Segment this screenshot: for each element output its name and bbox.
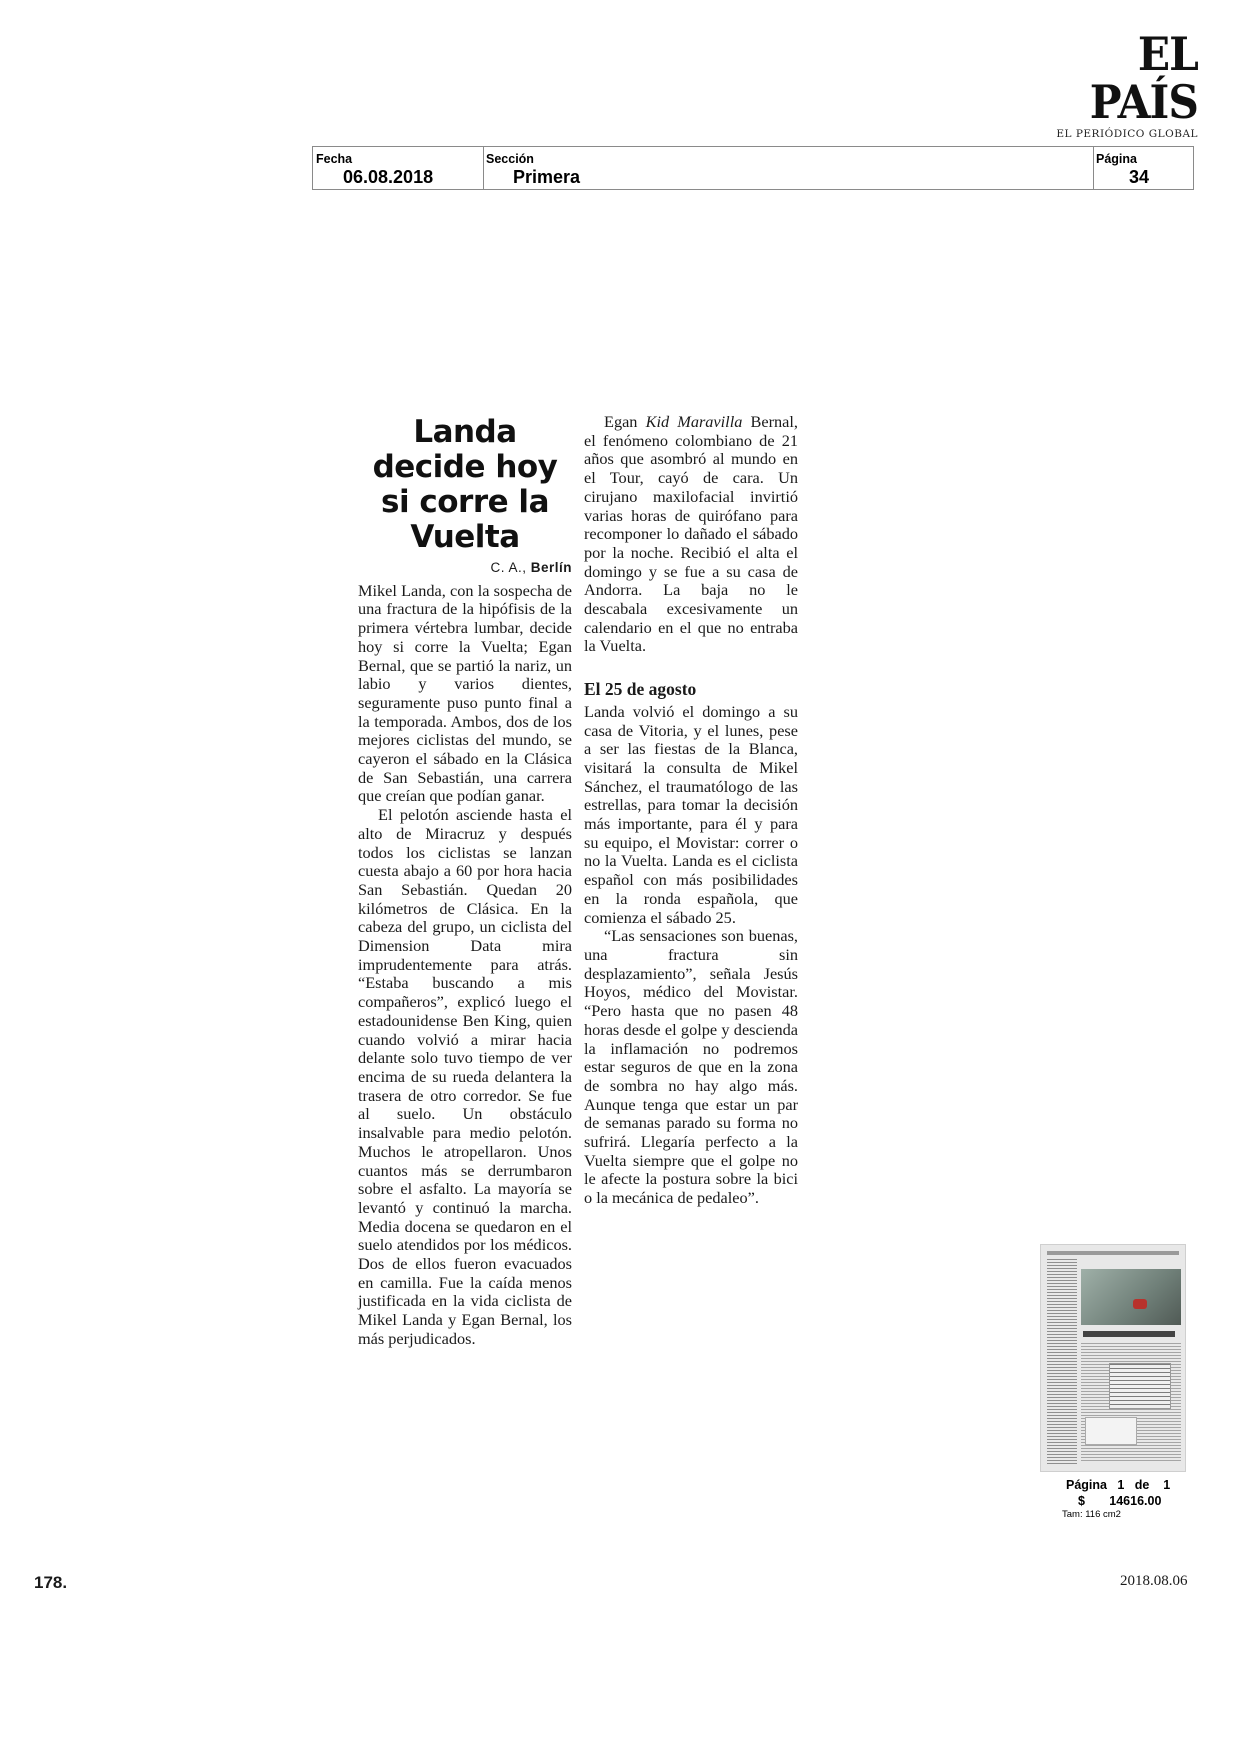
meta-fecha-value: 06.08.2018 [343,167,434,187]
footer-item-number: 178. [34,1573,68,1592]
newspaper-tagline: EL PERIÓDICO GLOBAL [1056,128,1198,140]
meta-pagina-label: Página [1096,152,1137,166]
article-column-1 [358,413,572,1349]
page-value-currency: $ [1078,1494,1085,1508]
paragraph-3-nickname: Kid Maravilla [645,412,743,431]
meta-fecha-cell [313,147,484,189]
meta-fecha-label: Fecha [316,152,353,166]
page-count-label: Página [1066,1478,1107,1492]
clipping-meta-bar [312,146,1194,190]
meta-seccion-value: Primera [513,167,581,187]
article-paragraph-3 [584,413,798,656]
page-count-total: 1 [1163,1478,1171,1492]
paragraph-3-end: Bernal, el fenómeno colombiano de 21 años que asombró al mundo en el Tour, cayó de cara. Un cirujano maxilofacial invirtió varias horas de quirófano para recomponer lo dañado el sábado por la noche. Recibió el alta el domingo y se fue a su casa de Andorra. La baja no le descabala excesivamente un calendario en el que no entraba la Vuelta. [584,412,798,656]
article-subhead: El 25 de agosto [584,679,697,700]
thumbnail-title [1083,1331,1175,1337]
article-paragraph-2: El pelotón asciende hasta el alto de Miracruz y después todos los ciclistas se lanzan cuesta abajo a 60 por hora hacia San Sebastián. Quedan 20 kilómetros de Clásica. En la cabeza del grupo, un ciclista del Dimension Data mira imprudentemente para atrás. “Estaba buscando a mis compañeros”, explicó luego el estadounidense Ben King, quien cuando volvió a mirar hacia delante solo tuvo tiempo de ver encima de su rueda delantera la trasera de otro corredor. Se fue al suelo. Un obstáculo insalvable para medio pelotón. Muchos le atropellaron. Unos cuantos más se derrumbaron sobre el asfalto. La mayoría se levantó y continuó la marcha. Media docena se quedaron en el suelo atendidos por los médicos. Dos de ellos fueron evacuados en camilla. Fue la caída menos justificada en la vida ciclista de Mikel Landa y Egan Bernal, los más perjudicados. [358,805,572,1348]
thumbnail-rider [1133,1299,1147,1309]
thumbnail-side-column [1047,1259,1077,1465]
byline-author: C. A., [490,560,527,575]
article-paragraph-4: Landa volvió el domingo a su casa de Vitoria, y el lunes, pese a ser las fiestas de la Blanca, visitará la consulta de Mikel Sánchez, el traumatólogo de las estrellas, para tomar la decisión más importante, para él y para su equipo, el Movistar: correr o no la Vuelta. Landa es el ciclista español con más posibilidades en la ronda española, que comienza el sábado 25. [584,701,798,927]
meta-pagina-value: 34 [1129,167,1150,187]
page-thumbnail [1040,1244,1186,1472]
article-paragraph-5: “Las sensaciones son buenas, una fractura sin desplazamiento”, señala Jesús Hoyos, médico del Movistar. “Pero hasta que no pasen 48 horas desde el golpe y descienda la inflamación no podremos estar seguros de que en la zona de sombra no hay algo más. Aunque tenga que estar un par de semanas parado su forma no sufrirá. Llegaría perfecto a la Vuelta siempre que el golpe no le afecte la postura sobre la bici o la mecánica de pedaleo”. [584,926,798,1208]
newspaper-logo: EL PAÍS [1089,27,1198,129]
article-column-2 [584,413,798,1208]
footer-date: 2018.08.06 [1120,1573,1188,1589]
page-value-amount: 14616.00 [1109,1494,1162,1508]
page-value [1078,1494,1161,1508]
thumbnail-header-line [1047,1251,1179,1255]
page-size: Tam: 116 cm2 [1062,1509,1121,1520]
thumbnail-box [1085,1417,1137,1445]
page-count [1066,1478,1170,1492]
thumbnail-table [1109,1363,1171,1409]
paragraph-3-start: Egan [604,412,646,431]
thumbnail-photo [1081,1269,1181,1325]
article-headline: Landa decide hoy si corre la Vuelta [372,414,558,555]
meta-pagina-cell [1093,147,1193,189]
article-byline [358,559,572,578]
byline-place: Berlín [530,560,572,575]
meta-seccion-cell [483,147,1094,189]
article-paragraph-1: Mikel Landa, con la sospecha de una fractura de la hipófisis de la primera vértebra lumbar, decide hoy si corre la Vuelta; Egan Bernal, que se partió la nariz, un labio y varios dientes, seguramente puso punto final a la temporada. Ambos, dos de los mejores ciclistas del mundo, se cayeron el sábado en la Clásica de San Sebastián, una carrera que creían que podían ganar. [358,580,572,806]
page-count-de: de [1134,1478,1150,1492]
page-count-current: 1 [1117,1478,1125,1492]
masthead [1028,27,1198,140]
meta-seccion-label: Sección [486,152,534,166]
